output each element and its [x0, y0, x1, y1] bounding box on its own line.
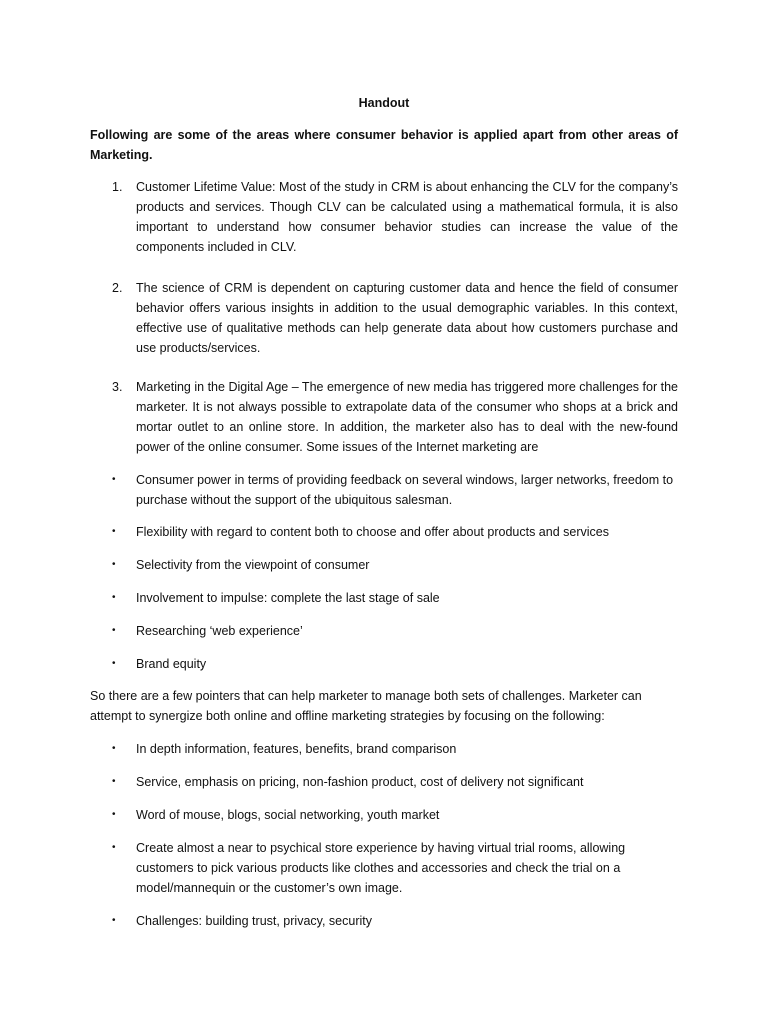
bullet-glyph: •: [112, 809, 116, 820]
bullet-glyph: •: [112, 625, 116, 636]
bullet-glyph: •: [112, 915, 116, 926]
intro-paragraph: Following are some of the areas where consumer behavior is applied apart from other areas of Marketing.: [90, 128, 678, 162]
bullet-glyph: •: [112, 559, 116, 570]
bullet-glyph: •: [112, 592, 116, 603]
item-number: 3.: [112, 380, 123, 394]
bullet-glyph: •: [112, 526, 116, 537]
bullet-text: Researching ‘web experience’: [136, 624, 303, 638]
item-text: The science of CRM is dependent on capturing customer data and hence the field of consumer behavior offers various insights in addition to the usual demographic variables. In this context, effective use of qualitative methods can help generate data about how customers purchase and use products/services.: [136, 281, 678, 355]
item-text: Marketing in the Digital Age – The emergence of new media has triggered more challenges for the marketer. It is not always possible to extrapolate data of the consumer who shops at a brick and mortar outlet to an online store. In addition, the marketer also has to deal with the new-found power of the online consumer. Some issues of the Internet marketing are: [136, 380, 678, 454]
bullet-text: In depth information, features, benefits, brand comparison: [136, 742, 457, 756]
bullet-text: Consumer power in terms of providing feedback on several windows, larger networks, freedom to purchase without the support of the ubiquitous salesman.: [136, 473, 674, 507]
bullet-glyph: •: [112, 474, 116, 485]
bullet-glyph: •: [112, 743, 116, 754]
bullet-text: Challenges: building trust, privacy, security: [136, 914, 372, 928]
bullet-text: Service, emphasis on pricing, non-fashion product, cost of delivery not significant: [136, 775, 584, 789]
item-text: Customer Lifetime Value: Most of the study in CRM is about enhancing the CLV for the company’s products and services. Though CLV can be calculated using a mathematical formula, it is also important to understand how consumer behavior studies can increase the value of the components included in CLV.: [136, 180, 678, 254]
bullet-text: Selectivity from the viewpoint of consumer: [136, 558, 370, 572]
bullet-glyph: •: [112, 842, 116, 853]
bullet-text: Involvement to impulse: complete the last stage of sale: [136, 591, 440, 605]
item-number: 2.: [112, 281, 123, 295]
bullet-glyph: •: [112, 776, 116, 787]
bullet-glyph: •: [112, 658, 116, 669]
bullet-text: Brand equity: [136, 657, 207, 671]
body-paragraph: So there are a few pointers that can help marketer to manage both sets of challenges. Marketer can attempt to synergize both online and offline marketing strategies by focusing on the following:: [90, 689, 642, 723]
bullet-text: Flexibility with regard to content both to choose and offer about products and services: [136, 525, 609, 539]
page-title: Handout: [358, 96, 410, 110]
item-number: 1.: [112, 180, 123, 194]
bullet-text: Create almost a near to psychical store experience by having virtual trial rooms, allowing customers to pick various products like clothes and accessories and check the trial on a model/mannequin or the customer’s own image.: [136, 841, 626, 895]
bullet-text: Word of mouse, blogs, social networking, youth market: [136, 808, 440, 822]
